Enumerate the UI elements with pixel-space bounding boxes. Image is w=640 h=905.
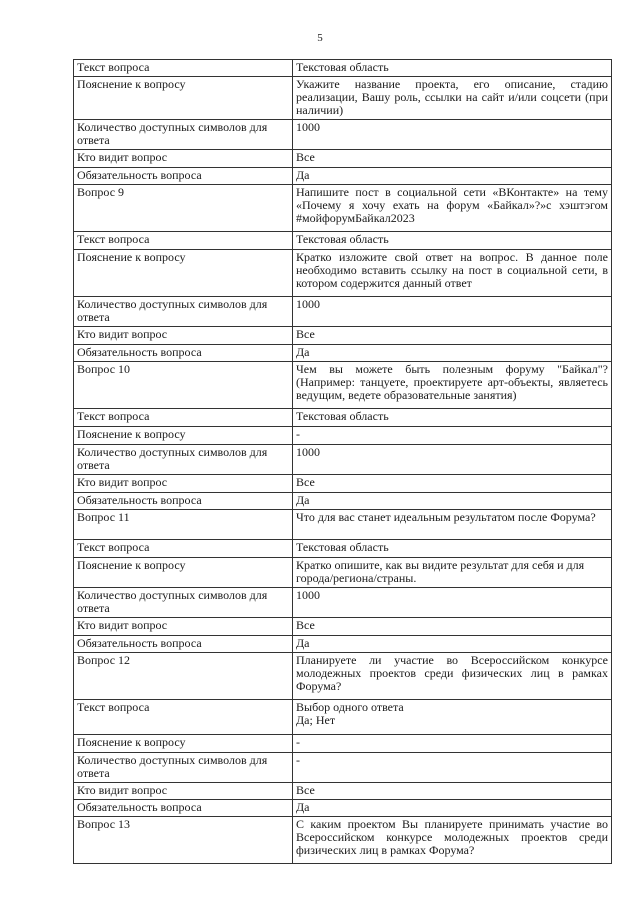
row-value-line: Планируете ли участие во Всероссийском конкурсе молодежных проектов среди физических лиц в рамках Форума? <box>296 653 608 693</box>
row-label: Обязательность вопроса <box>74 800 293 817</box>
row-value-line: Кратко изложите свой ответ на вопрос. В данное поле необходимо вставить ссылку на пост в социальной сети, в котором содержится данный ответ <box>296 250 608 290</box>
row-value-line: 1000 <box>296 445 320 459</box>
row-label: Количество доступных символов для ответа <box>74 753 293 783</box>
row-value <box>293 120 612 150</box>
row-value-line: Что для вас станет идеальным результатом после Форума? <box>296 510 596 524</box>
row-value-line: Все <box>296 618 315 632</box>
table-row <box>74 345 612 362</box>
row-value-line: - <box>296 735 300 749</box>
row-value-line: 1000 <box>296 120 320 134</box>
row-label: Обязательность вопроса <box>74 636 293 653</box>
table-row <box>74 232 612 250</box>
row-label: Текст вопроса <box>74 540 293 558</box>
row-value-line: - <box>296 427 300 441</box>
row-value <box>293 510 612 540</box>
page-number: 5 <box>317 32 323 44</box>
row-value <box>293 250 612 297</box>
row-value-line: Укажите название проекта, его описание, стадию реализации, Вашу роль, ссылки на сайт и/или соцсети (при наличии) <box>296 77 608 117</box>
row-value <box>293 168 612 185</box>
row-value <box>293 232 612 250</box>
table-row <box>74 558 612 588</box>
row-label: Кто видит вопрос <box>74 150 293 168</box>
row-value-line: Текстовая область <box>296 60 389 74</box>
row-label: Текст вопроса <box>74 409 293 427</box>
row-value-line: 1000 <box>296 588 320 602</box>
row-label: Количество доступных символов для ответа <box>74 297 293 327</box>
row-value-line: 1000 <box>296 297 320 311</box>
row-value <box>293 409 612 427</box>
table-body <box>74 60 612 864</box>
table-row <box>74 250 612 297</box>
row-value <box>293 362 612 409</box>
row-value <box>293 700 612 735</box>
row-label: Кто видит вопрос <box>74 618 293 636</box>
row-label: Количество доступных символов для ответа <box>74 120 293 150</box>
row-label: Пояснение к вопросу <box>74 250 293 297</box>
row-value-line: Напишите пост в социальной сети «ВКонтакте» на тему «Почему я хочу ехать на форум «Байкал»?»с хэштэгом #мойфорумБайкал2023 <box>296 185 608 225</box>
row-label: Пояснение к вопросу <box>74 558 293 588</box>
table-row <box>74 540 612 558</box>
table-row <box>74 735 612 753</box>
row-label: Кто видит вопрос <box>74 475 293 493</box>
table-row <box>74 653 612 700</box>
row-value-line: - <box>296 753 300 767</box>
row-value <box>293 77 612 120</box>
table-row <box>74 445 612 475</box>
row-value-line: Да <box>296 168 310 182</box>
row-label: Пояснение к вопросу <box>74 735 293 753</box>
table-row <box>74 817 612 864</box>
row-value <box>293 653 612 700</box>
row-value-line: Кратко опишите, как вы видите результат для себя и для города/региона/страны. <box>296 558 585 585</box>
row-value-line: Да <box>296 345 310 359</box>
row-value <box>293 753 612 783</box>
row-value-line: Все <box>296 783 315 797</box>
row-label: Вопрос 11 <box>74 510 293 540</box>
row-value-line: Все <box>296 150 315 164</box>
table-row <box>74 327 612 345</box>
row-value <box>293 60 612 77</box>
table-row <box>74 362 612 409</box>
table-row <box>74 475 612 493</box>
row-label: Обязательность вопроса <box>74 493 293 510</box>
row-value <box>293 588 612 618</box>
row-label: Вопрос 9 <box>74 185 293 232</box>
row-value <box>293 540 612 558</box>
row-label: Вопрос 10 <box>74 362 293 409</box>
row-label: Текст вопроса <box>74 60 293 77</box>
row-label: Кто видит вопрос <box>74 783 293 800</box>
row-value-line: Да <box>296 493 310 507</box>
row-value <box>293 817 612 864</box>
table-row <box>74 618 612 636</box>
row-label: Количество доступных символов для ответа <box>74 445 293 475</box>
table-row <box>74 636 612 653</box>
table-row <box>74 77 612 120</box>
row-label: Пояснение к вопросу <box>74 427 293 445</box>
table-row <box>74 168 612 185</box>
row-value <box>293 185 612 232</box>
row-value <box>293 735 612 753</box>
row-value-line: Текстовая область <box>296 232 389 246</box>
row-value <box>293 783 612 800</box>
table-row <box>74 409 612 427</box>
row-value <box>293 493 612 510</box>
row-value-line: Текстовая область <box>296 540 389 554</box>
row-value-line: Все <box>296 327 315 341</box>
table-row <box>74 588 612 618</box>
table-row <box>74 700 612 735</box>
row-label: Текст вопроса <box>74 700 293 735</box>
row-label: Текст вопроса <box>74 232 293 250</box>
table-row <box>74 510 612 540</box>
table-row <box>74 60 612 77</box>
table-row <box>74 120 612 150</box>
row-value <box>293 445 612 475</box>
row-value-line: Да <box>296 636 310 650</box>
row-value <box>293 475 612 493</box>
table-row <box>74 150 612 168</box>
row-value <box>293 327 612 345</box>
row-label: Вопрос 12 <box>74 653 293 700</box>
table-row <box>74 297 612 327</box>
row-label: Кто видит вопрос <box>74 327 293 345</box>
row-value-line: Да <box>296 800 310 814</box>
row-value <box>293 427 612 445</box>
table-row <box>74 783 612 800</box>
row-value <box>293 558 612 588</box>
row-value <box>293 150 612 168</box>
row-label: Вопрос 13 <box>74 817 293 864</box>
row-value <box>293 800 612 817</box>
table-row <box>74 753 612 783</box>
row-label: Обязательность вопроса <box>74 168 293 185</box>
question-settings-table <box>73 59 612 864</box>
row-value-line: Текстовая область <box>296 409 389 423</box>
row-value-line: Чем вы можете быть полезным форуму "Байкал"? (Например: танцуете, проектируете арт-объекты, являетесь ведущим, ведете образовательные занятия) <box>296 362 608 402</box>
row-value <box>293 297 612 327</box>
table-row <box>74 185 612 232</box>
table-row <box>74 800 612 817</box>
row-value-line: С каким проектом Вы планируете принимать участие во Всероссийском конкурсе молодежных проектов среди физических лиц в рамках Форума? <box>296 817 608 857</box>
row-label: Количество доступных символов для ответа <box>74 588 293 618</box>
row-value-line: Выбор одного ответа <box>296 700 404 714</box>
row-value <box>293 345 612 362</box>
row-label: Пояснение к вопросу <box>74 77 293 120</box>
table-row <box>74 493 612 510</box>
row-value <box>293 618 612 636</box>
table-row <box>74 427 612 445</box>
row-value-line: Да; Нет <box>296 713 336 727</box>
row-label: Обязательность вопроса <box>74 345 293 362</box>
row-value-line: Все <box>296 475 315 489</box>
row-value <box>293 636 612 653</box>
